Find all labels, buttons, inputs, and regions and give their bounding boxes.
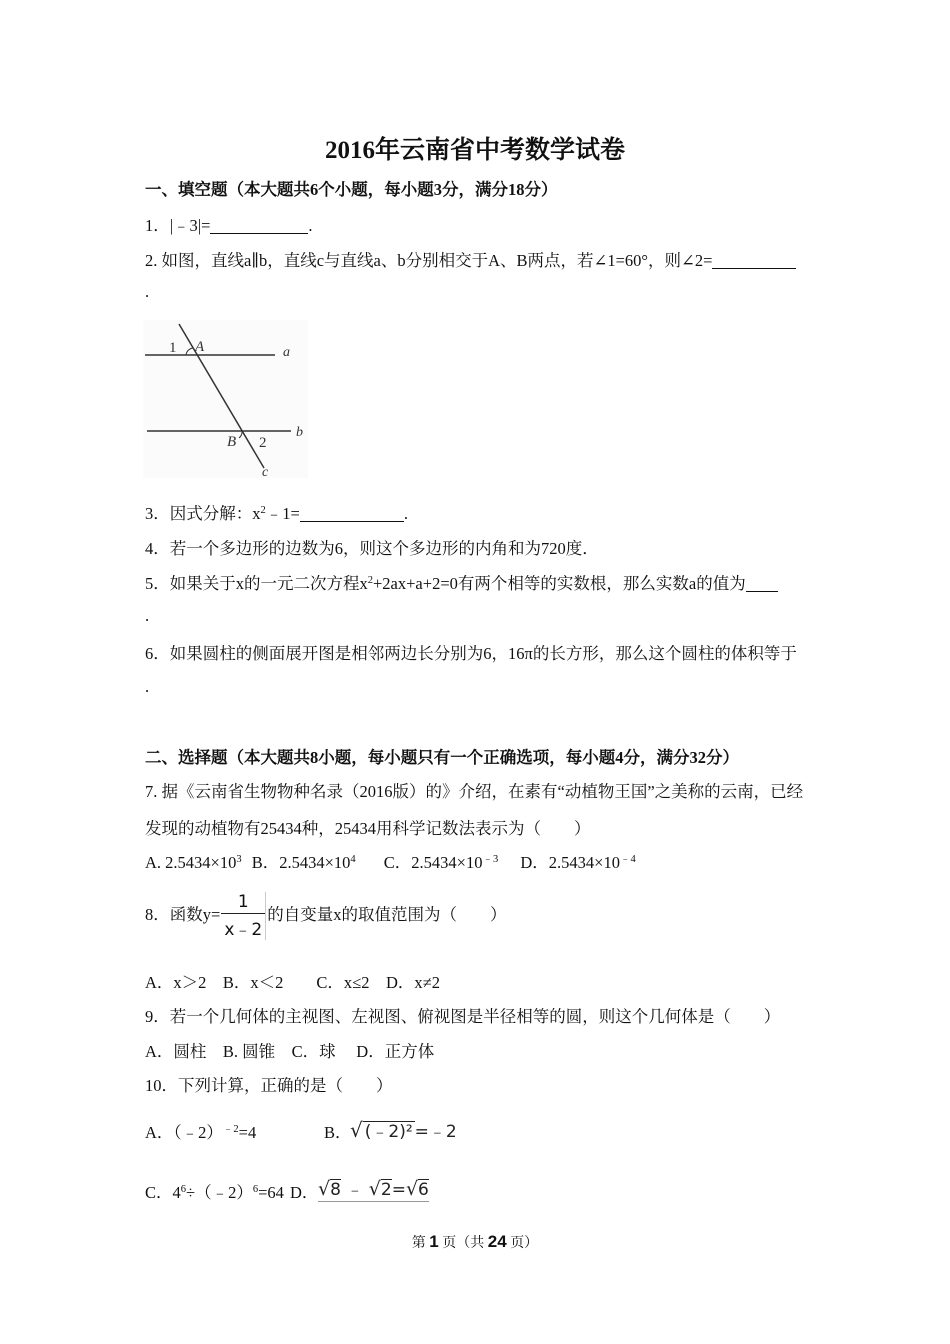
answer-blank: [300, 507, 404, 522]
option-a-text: A．（﹣2）: [145, 1123, 223, 1142]
line-b-label: b: [296, 425, 303, 440]
question-10-option-a: [145, 1119, 256, 1143]
radical-sign-icon: √: [368, 1178, 381, 1200]
radicand: 6: [418, 1180, 429, 1200]
exponent: 6: [252, 1184, 259, 1195]
exponent: ﹣2: [222, 1124, 239, 1135]
exponent: 4: [350, 854, 356, 865]
radicand: 2: [380, 1180, 392, 1200]
question-2: [145, 247, 796, 271]
question-10-option-b-label: B．: [324, 1123, 352, 1142]
option-c-text-2: ÷（﹣2）: [186, 1183, 253, 1202]
question-7-line-1: 7. 据《云南省生物物种名录（2016版）的》介绍，在素有“动植物王国”之美称的云南，已经: [145, 782, 804, 801]
option-b-text: B．2.5434×10: [251, 853, 351, 872]
answer-blank: [746, 577, 778, 592]
footer-mid: 页（共: [442, 1236, 485, 1251]
option-c-text: C．4: [145, 1183, 181, 1202]
parallel-lines-figure: [143, 320, 308, 478]
point-b-label: B: [227, 434, 237, 450]
section-2-heading: 二、选择题（本大题共8小题，每小题只有一个正确选项，每小题4分，满分32分）: [145, 748, 739, 767]
question-2-text: 2. 如图，直线a∥b，直线c与直线a、b分别相交于A、B两点，若∠1=60°，则∠2=: [145, 251, 713, 270]
question-7-line-2: 发现的动植物有25434种，25434用科学记数法表示为（ ）: [145, 819, 591, 838]
fraction-denominator: x﹣2: [224, 920, 263, 940]
total-pages: 24: [487, 1232, 507, 1251]
angle-1-label: 1: [169, 340, 177, 356]
radical-sign-icon: √: [350, 1118, 363, 1142]
question-1-end: .: [308, 216, 313, 235]
option-d-text: D．2.5434×10: [520, 853, 620, 872]
exponent: 3: [236, 854, 242, 865]
option-c-result: =64: [258, 1183, 284, 1202]
question-3-text: 3．因式分解：x: [145, 504, 261, 523]
question-1-text: 1．|﹣3|=: [145, 216, 211, 235]
equals-sign: =: [391, 1180, 406, 1200]
question-7-options: [145, 849, 636, 873]
question-8-text-2: 的自变量x的取值范围为（ ）: [267, 904, 507, 924]
option-d: [520, 853, 635, 872]
option-a: [145, 853, 242, 872]
question-5: [145, 570, 778, 594]
question-10: 10．下列计算，正确的是（ ）: [145, 1076, 393, 1095]
question-10-option-d-label: D．: [290, 1183, 319, 1202]
answer-blank: [712, 254, 796, 269]
question-4: 4．若一个多边形的边数为6，则这个多边形的内角和为720度．: [145, 539, 599, 558]
page-number: 1: [429, 1232, 439, 1251]
line-a-label: a: [283, 345, 290, 360]
question-6: 6．如果圆柱的侧面展开图是相邻两边长分别为6，16π的长方形，那么这个圆柱的体积等于: [145, 644, 797, 663]
radical-sign-icon: √: [405, 1178, 419, 1200]
question-5-text-2: +2ax+a+2=0有两个相等的实数根，那么实数a的值为: [373, 574, 746, 593]
fraction: [221, 892, 266, 940]
page-footer: [0, 1232, 950, 1252]
minus-operator: ﹣: [346, 1180, 364, 1200]
question-10-option-d-expression: [318, 1175, 429, 1202]
figure-background: [143, 320, 308, 478]
radical-sign-icon: √: [318, 1178, 331, 1200]
exponent: ﹣4: [619, 854, 636, 865]
point-a-label: A: [195, 339, 205, 355]
option-c: [384, 853, 498, 872]
fraction-numerator: 1: [221, 892, 265, 914]
footer-prefix: 第: [411, 1236, 426, 1251]
line-c-label: c: [262, 465, 269, 478]
radicand: (﹣2)²: [364, 1122, 413, 1142]
question-6-end: .: [145, 677, 150, 696]
page-title: 2016年云南省中考数学试卷: [324, 137, 625, 164]
question-9: 9．若一个几何体的主视图、左视图、俯视图是半径相等的圆，则这个几何体是（ ）: [145, 1007, 781, 1026]
exponent: 2: [367, 575, 373, 586]
exponent: 2: [260, 505, 266, 516]
question-10-option-b-expression: [350, 1115, 457, 1142]
question-3-end: .: [403, 504, 408, 523]
option-b: [252, 853, 356, 872]
section-1-heading: 一、填空题（本大题共6个小题，每小题3分，满分18分）: [145, 180, 558, 199]
question-3: [145, 500, 408, 524]
question-10-option-c: [145, 1179, 284, 1203]
question-1: [145, 212, 313, 236]
option-b-result: =﹣2: [414, 1122, 457, 1142]
question-5-text: 5．如果关于x的一元二次方程x: [145, 574, 368, 593]
option-c-text: C．2.5434×10: [383, 853, 483, 872]
exponent: 6: [180, 1184, 187, 1195]
option-a-text: A. 2.5434×10: [145, 853, 237, 872]
question-2-end: .: [145, 282, 150, 301]
angle-2-label: 2: [259, 435, 267, 451]
question-8-options: A．x＞2 B．x＜2 C．x≤2 D．x≠2: [145, 973, 440, 992]
question-5-end: .: [145, 606, 150, 625]
question-8-text: 8．函数y=: [145, 904, 221, 924]
footer-suffix: 页）: [510, 1236, 539, 1251]
question-9-options: A．圆柱 B. 圆锥 C．球 D．正方体: [145, 1042, 435, 1061]
exponent: ﹣3: [482, 854, 499, 865]
answer-blank: [210, 219, 308, 234]
question-3-text-2: ﹣1=: [265, 504, 300, 523]
question-8: [145, 892, 506, 940]
radicand: 8: [330, 1180, 341, 1200]
option-a-result: =4: [238, 1123, 257, 1142]
